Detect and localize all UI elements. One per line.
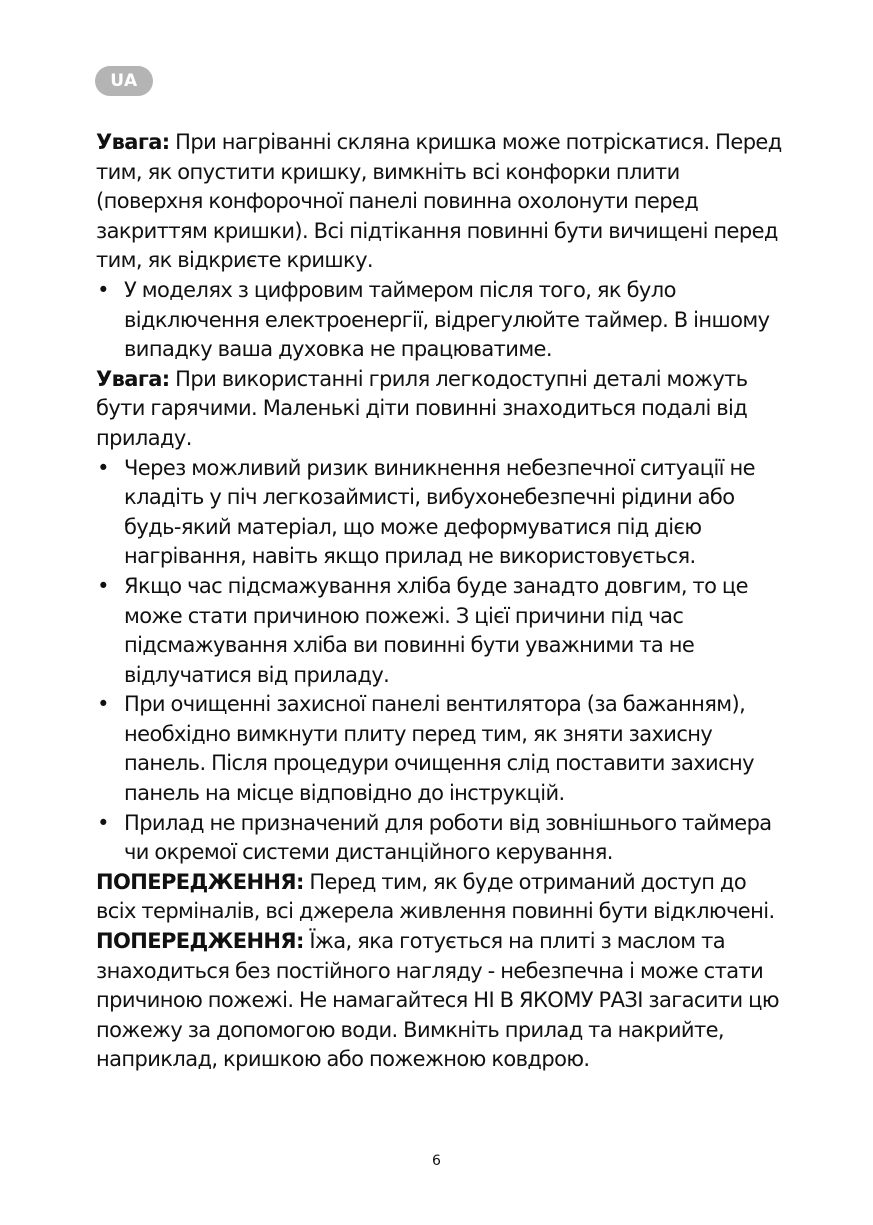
bullet-icon: •	[97, 692, 109, 717]
list-item	[96, 276, 786, 365]
list-item	[96, 690, 786, 808]
caution-paragraph-glass-lid	[96, 128, 786, 276]
list-item	[96, 809, 786, 868]
safety-instructions	[96, 128, 786, 1075]
caution-text: При використанні гриля легкодоступні деталі можуть бути гарячими. Маленькі діти повинні знаходиться подалі від приладу.	[96, 366, 748, 450]
list-item-text: Через можливий ризик виникнення небезпечної ситуації не кладіть у піч легкозаймисті, вибухонебезпечні рідини або будь-який матеріал, що може деформуватися під дією нагрівання, навіть якщо прилад не використовується.	[124, 455, 755, 569]
warning-text: Їжа, яка готується на плиті з маслом та знаходиться без постійного нагляду - небезпечна і може стати причиною пожежі. Не намагайтеся НІ В ЯКОМУ РАЗІ загасити цю пожежу за допомогою води. Вимкніть прилад та накрийте, наприклад, кришкою або пожежною ковдрою.	[96, 929, 779, 1072]
list-item-text: Якщо час підсмажування хліба буде занадто довгим, то це може стати причиною пожежі. З цієї причини під час підсмажування хліба ви повинні бути уважними та не відлучатися від приладу.	[124, 573, 748, 687]
caution-label: Увага:	[96, 366, 170, 391]
list-item	[96, 454, 786, 572]
bullet-icon: •	[97, 455, 109, 480]
warning-paragraph-fire	[96, 927, 786, 1075]
warning-label: ПОПЕРЕДЖЕННЯ:	[96, 929, 304, 954]
list-item-text: Прилад не призначений для роботи від зовнішнього таймера чи окремої системи дистанційного керування.	[124, 810, 772, 865]
warning-text: Перед тим, як буде отриманий доступ до всіх терміналів, всі джерела живлення повинні бути відключені.	[96, 869, 775, 924]
language-badge: UA	[95, 66, 153, 96]
bullet-list-safety	[96, 454, 786, 868]
warning-paragraph-terminals	[96, 868, 786, 927]
list-item	[96, 572, 786, 690]
bullet-list-timer	[96, 276, 786, 365]
bullet-icon: •	[97, 573, 109, 598]
caution-text: При нагріванні скляна кришка може потріскатися. Перед тим, як опустити кришку, вимкніть всі конфорки плити (поверхня конфорочної панелі повинна охолонути перед закриттям кришки). Всі підтікання повинні бути вичищені перед тим, як відкриєте кришку.	[96, 130, 782, 273]
caution-paragraph-grill	[96, 365, 786, 454]
bullet-icon: •	[97, 277, 109, 302]
page-number: 6	[432, 1153, 441, 1169]
caution-label: Увага:	[96, 130, 170, 154]
bullet-icon: •	[97, 810, 109, 835]
list-item-text: У моделях з цифровим таймером після того, як було відключення електроенергії, відрегулюйте таймер. В іншому випадку ваша духовка не працюватиме.	[124, 277, 770, 362]
warning-label: ПОПЕРЕДЖЕННЯ:	[96, 869, 304, 894]
list-item-text: При очищенні захисної панелі вентилятора (за бажанням), необхідно вимкнути плиту перед тим, як зняти захисну панель. Після процедури очищення слід поставити захисну панель на місце відповідно до інструкцій.	[124, 692, 755, 806]
